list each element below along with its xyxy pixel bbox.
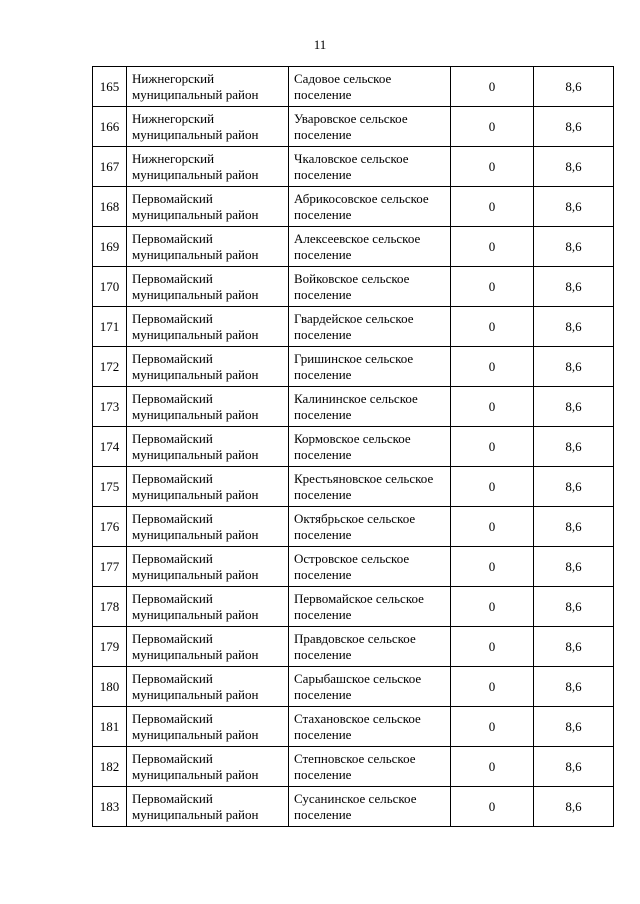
table-row xyxy=(93,707,614,747)
row-number-cell: 175 xyxy=(93,467,127,507)
settlement-cell: Стахановское сельское поселение xyxy=(289,707,451,747)
value2-cell: 8,6 xyxy=(534,667,614,707)
district-cell: Первомайский муниципальный район xyxy=(127,707,289,747)
table-row xyxy=(93,147,614,187)
table-row xyxy=(93,307,614,347)
row-number-cell: 176 xyxy=(93,507,127,547)
value1-cell: 0 xyxy=(451,67,534,107)
page-number: 11 xyxy=(313,37,327,52)
district-cell: Нижнегорский муниципальный район xyxy=(127,67,289,107)
table-row xyxy=(93,787,614,827)
value2-cell: 8,6 xyxy=(534,467,614,507)
settlement-cell: Гришинское сельское поселение xyxy=(289,347,451,387)
value1-cell: 0 xyxy=(451,187,534,227)
district-cell: Первомайский муниципальный район xyxy=(127,587,289,627)
value2-cell: 8,6 xyxy=(534,547,614,587)
table-body xyxy=(93,67,614,827)
district-cell: Первомайский муниципальный район xyxy=(127,747,289,787)
table-row xyxy=(93,107,614,147)
district-cell: Первомайский муниципальный район xyxy=(127,427,289,467)
value2-cell: 8,6 xyxy=(534,347,614,387)
row-number-cell: 174 xyxy=(93,427,127,467)
table-row xyxy=(93,267,614,307)
district-cell: Первомайский муниципальный район xyxy=(127,267,289,307)
row-number-cell: 172 xyxy=(93,347,127,387)
row-number-cell: 169 xyxy=(93,227,127,267)
settlement-cell: Первомайское сельское поселение xyxy=(289,587,451,627)
value2-cell: 8,6 xyxy=(534,627,614,667)
row-number-cell: 170 xyxy=(93,267,127,307)
table-row xyxy=(93,627,614,667)
settlement-cell: Крестьяновское сельское поселение xyxy=(289,467,451,507)
value2-cell: 8,6 xyxy=(534,107,614,147)
district-cell: Первомайский муниципальный район xyxy=(127,667,289,707)
value2-cell: 8,6 xyxy=(534,587,614,627)
row-number-cell: 179 xyxy=(93,627,127,667)
district-cell: Первомайский муниципальный район xyxy=(127,627,289,667)
table-row xyxy=(93,67,614,107)
district-cell: Первомайский муниципальный район xyxy=(127,547,289,587)
row-number-cell: 167 xyxy=(93,147,127,187)
settlement-cell: Калининское сельское поселение xyxy=(289,387,451,427)
table-row xyxy=(93,227,614,267)
value1-cell: 0 xyxy=(451,547,534,587)
value2-cell: 8,6 xyxy=(534,707,614,747)
value1-cell: 0 xyxy=(451,427,534,467)
table-row xyxy=(93,547,614,587)
row-number-cell: 177 xyxy=(93,547,127,587)
district-cell: Первомайский муниципальный район xyxy=(127,507,289,547)
value1-cell: 0 xyxy=(451,587,534,627)
value1-cell: 0 xyxy=(451,467,534,507)
settlement-cell: Правдовское сельское поселение xyxy=(289,627,451,667)
row-number-cell: 171 xyxy=(93,307,127,347)
value2-cell: 8,6 xyxy=(534,387,614,427)
settlement-cell: Островское сельское поселение xyxy=(289,547,451,587)
table-row xyxy=(93,467,614,507)
value2-cell: 8,6 xyxy=(534,67,614,107)
table-row xyxy=(93,347,614,387)
table-row xyxy=(93,667,614,707)
row-number-cell: 173 xyxy=(93,387,127,427)
value1-cell: 0 xyxy=(451,387,534,427)
district-cell: Первомайский муниципальный район xyxy=(127,227,289,267)
value2-cell: 8,6 xyxy=(534,267,614,307)
value1-cell: 0 xyxy=(451,347,534,387)
row-number-cell: 165 xyxy=(93,67,127,107)
settlement-cell: Абрикосовское сельское поселение xyxy=(289,187,451,227)
value1-cell: 0 xyxy=(451,667,534,707)
value1-cell: 0 xyxy=(451,147,534,187)
value1-cell: 0 xyxy=(451,707,534,747)
district-cell: Первомайский муниципальный район xyxy=(127,787,289,827)
value1-cell: 0 xyxy=(451,227,534,267)
table-row xyxy=(93,427,614,467)
district-cell: Первомайский муниципальный район xyxy=(127,307,289,347)
value2-cell: 8,6 xyxy=(534,787,614,827)
value2-cell: 8,6 xyxy=(534,507,614,547)
value1-cell: 0 xyxy=(451,747,534,787)
value2-cell: 8,6 xyxy=(534,227,614,267)
settlement-cell: Октябрьское сельское поселение xyxy=(289,507,451,547)
row-number-cell: 181 xyxy=(93,707,127,747)
value2-cell: 8,6 xyxy=(534,187,614,227)
district-cell: Первомайский муниципальный район xyxy=(127,387,289,427)
value1-cell: 0 xyxy=(451,507,534,547)
value1-cell: 0 xyxy=(451,267,534,307)
row-number-cell: 183 xyxy=(93,787,127,827)
table-row xyxy=(93,587,614,627)
row-number-cell: 168 xyxy=(93,187,127,227)
value1-cell: 0 xyxy=(451,787,534,827)
settlement-cell: Уваровское сельское поселение xyxy=(289,107,451,147)
district-cell: Нижнегорский муниципальный район xyxy=(127,107,289,147)
settlements-table xyxy=(92,66,614,827)
value2-cell: 8,6 xyxy=(534,747,614,787)
district-cell: Нижнегорский муниципальный район xyxy=(127,147,289,187)
table-row xyxy=(93,747,614,787)
settlement-cell: Садовое сельское поселение xyxy=(289,67,451,107)
district-cell: Первомайский муниципальный район xyxy=(127,347,289,387)
value2-cell: 8,6 xyxy=(534,147,614,187)
settlement-cell: Войковское сельское поселение xyxy=(289,267,451,307)
value2-cell: 8,6 xyxy=(534,427,614,467)
settlement-cell: Кормовское сельское поселение xyxy=(289,427,451,467)
table-row xyxy=(93,187,614,227)
district-cell: Первомайский муниципальный район xyxy=(127,187,289,227)
value1-cell: 0 xyxy=(451,307,534,347)
settlement-cell: Степновское сельское поселение xyxy=(289,747,451,787)
settlement-cell: Гвардейское сельское поселение xyxy=(289,307,451,347)
value1-cell: 0 xyxy=(451,107,534,147)
table-row xyxy=(93,387,614,427)
settlement-cell: Алексеевское сельское поселение xyxy=(289,227,451,267)
row-number-cell: 180 xyxy=(93,667,127,707)
row-number-cell: 178 xyxy=(93,587,127,627)
settlement-cell: Сарыбашское сельское поселение xyxy=(289,667,451,707)
row-number-cell: 182 xyxy=(93,747,127,787)
settlement-cell: Чкаловское сельское поселение xyxy=(289,147,451,187)
district-cell: Первомайский муниципальный район xyxy=(127,467,289,507)
row-number-cell: 166 xyxy=(93,107,127,147)
value2-cell: 8,6 xyxy=(534,307,614,347)
value1-cell: 0 xyxy=(451,627,534,667)
settlement-cell: Сусанинское сельское поселение xyxy=(289,787,451,827)
table-row xyxy=(93,507,614,547)
